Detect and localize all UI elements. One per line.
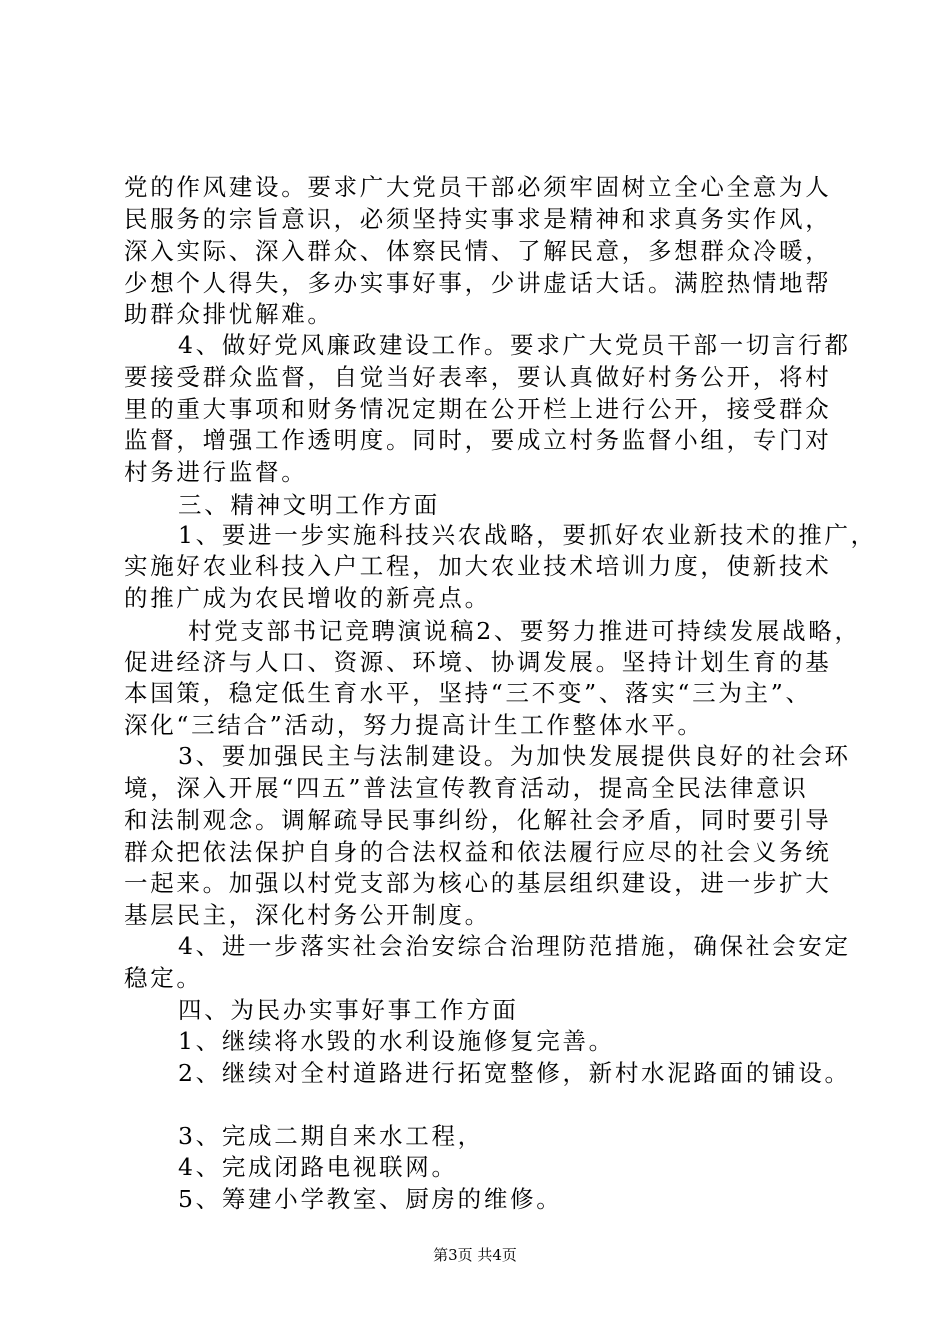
text-line: 4、进一步落实社会治安综合治理防范措施，确保社会安定 <box>178 932 851 960</box>
text-line: 群众把依法保护自身的合法权益和依法履行应尽的社会义务统 <box>124 838 832 866</box>
text-line: 一起来。加强以村党支部为核心的基层组织建设，进一步扩大 <box>124 869 832 897</box>
section-heading: 四、为民办实事好事工作方面 <box>178 996 519 1024</box>
text-line: 里的重大事项和财务情况定期在公开栏上进行公开，接受群众 <box>124 395 832 423</box>
text-line: 本国策，稳定低生育水平，坚持“三不变”、落实“三为主”、 <box>124 679 812 707</box>
text-line: 3、要加强民主与法制建设。为加快发展提供良好的社会环 <box>178 742 851 770</box>
text-line: 民服务的宗旨意识，必须坚持实事求是精神和求真务实作风， <box>124 205 832 233</box>
text-line: 基层民主，深化村务公开制度。 <box>124 901 491 929</box>
text-line: 1、要进一步实施科技兴农战略，要抓好农业新技术的推广， <box>178 521 877 549</box>
text-line: 4、完成闭路电视联网。 <box>178 1153 458 1181</box>
text-line: 稳定。 <box>124 964 203 992</box>
text-line: 深化“三结合”活动，努力提高计生工作整体水平。 <box>124 711 704 739</box>
text-line: 2、继续对全村道路进行拓宽整修，新村水泥路面的铺设。 <box>178 1059 851 1087</box>
text-line: 1、继续将水毁的水利设施修复完善。 <box>178 1027 615 1055</box>
text-line: 村党支部书记竞聘演说稿2、要努力推进可持续发展战略， <box>188 617 861 645</box>
text-line: 要接受群众监督，自觉当好表率，要认真做好村务公开，将村 <box>124 363 832 391</box>
text-line: 境，深入开展“四五”普法宣传教育活动，提高全民法律意识 <box>124 774 809 802</box>
text-line: 的推广成为农民增收的新亮点。 <box>124 584 491 612</box>
text-line: 助群众排忧解难。 <box>124 300 334 328</box>
text-line: 3、完成二期自来水工程， <box>178 1122 484 1150</box>
text-line: 监督，增强工作透明度。同时，要成立村务监督小组，专门对 <box>124 426 832 454</box>
text-line: 促进经济与人口、资源、环境、协调发展。坚持计划生育的基 <box>124 648 832 676</box>
text-line: 深入实际、深入群众、体察民情、了解民意，多想群众冷暖， <box>124 237 832 265</box>
text-line: 党的作风建设。要求广大党员干部必须牢固树立全心全意为人 <box>124 173 832 201</box>
page-number: 第3页 共4页 <box>433 1246 517 1264</box>
text-line: 5、筹建小学教室、厨房的维修。 <box>178 1185 563 1213</box>
text-line: 4、做好党风廉政建设工作。要求广大党员干部一切言行都 <box>178 331 851 359</box>
section-heading: 三、精神文明工作方面 <box>178 491 440 519</box>
text-line: 少想个人得失，多办实事好事，少讲虚话大话。满腔热情地帮 <box>124 269 832 297</box>
text-line: 村务进行监督。 <box>124 458 308 486</box>
text-line: 实施好农业科技入户工程，加大农业技术培训力度，使新技术 <box>124 552 832 580</box>
text-line: 和法制观念。调解疏导民事纠纷，化解社会矛盾，同时要引导 <box>124 806 832 834</box>
page-footer <box>0 1245 950 1265</box>
